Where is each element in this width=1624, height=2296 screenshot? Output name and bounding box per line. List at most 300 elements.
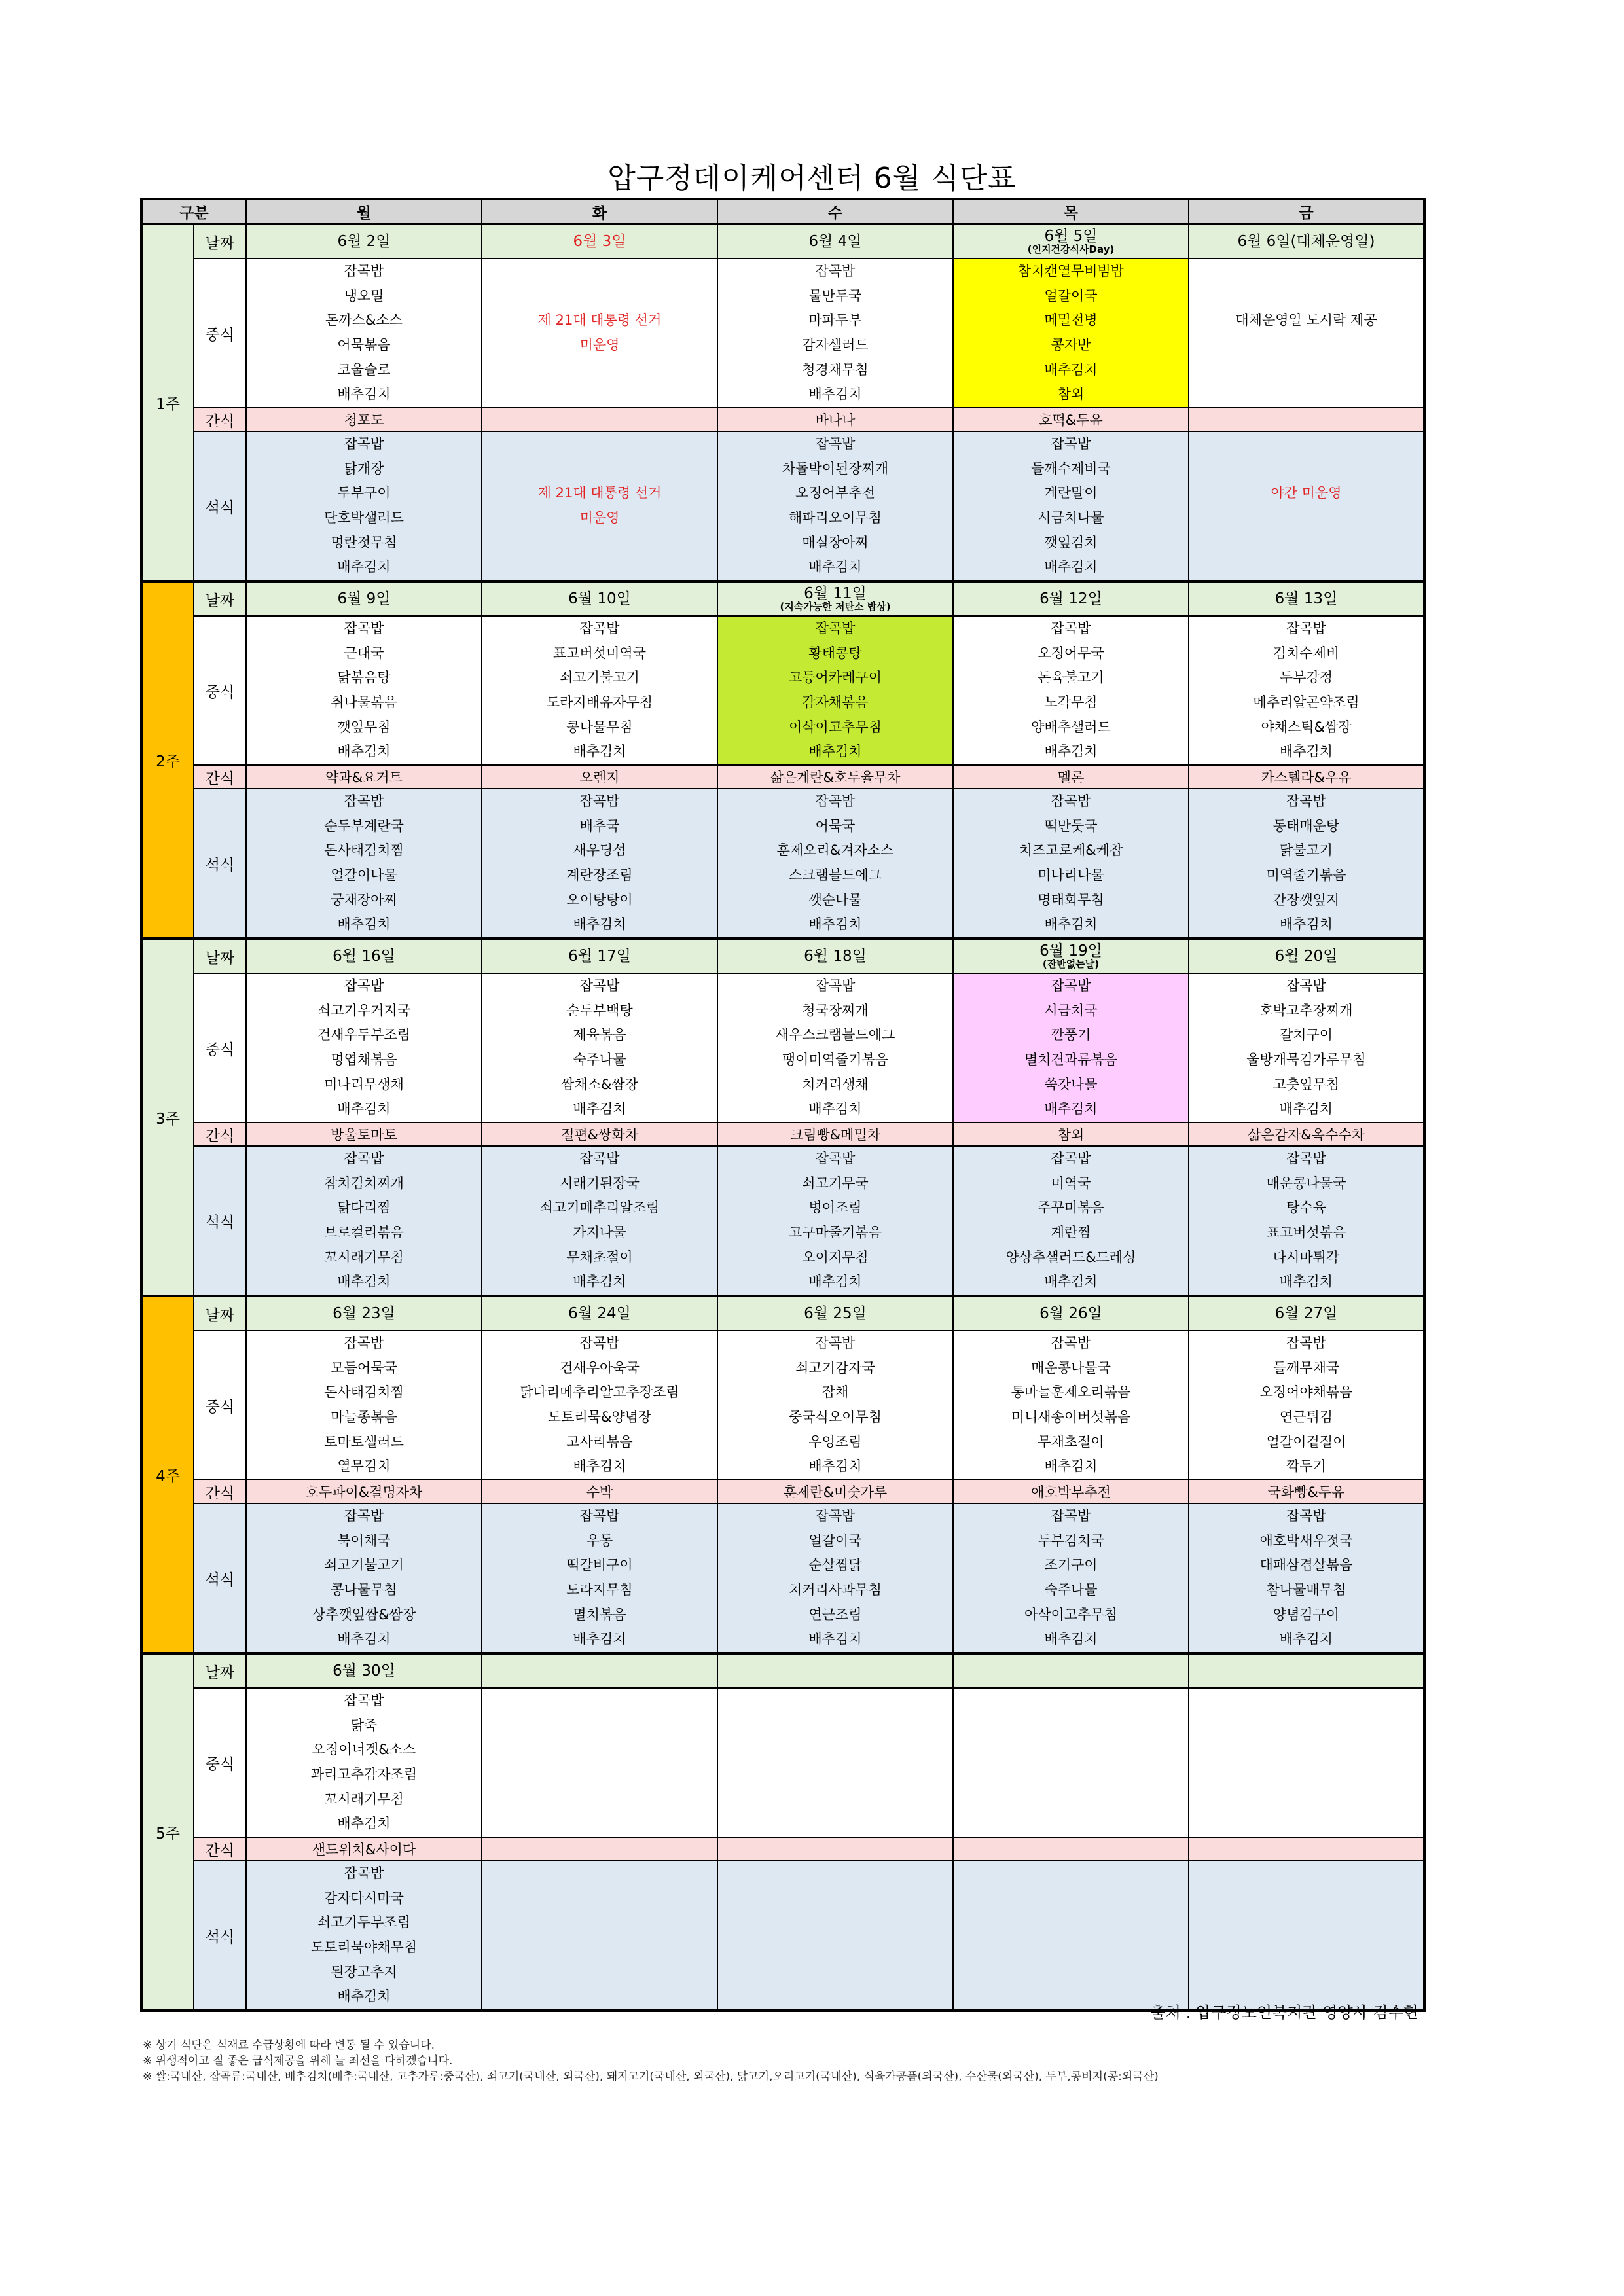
dinner-cell — [1189, 1503, 1424, 1653]
menu-item: 우동 — [586, 1532, 613, 1549]
menu-item: 잡곡밥 — [344, 1508, 384, 1524]
menu-item: 참치캔열무비빔밥 — [1017, 263, 1125, 279]
menu-item: 잡곡밥 — [344, 436, 384, 452]
menu-item: 차돌박이된장찌개 — [782, 460, 889, 476]
menu-item: 숙주나물 — [1044, 1582, 1098, 1598]
date-text: 6월 13일 — [1274, 590, 1338, 607]
date-cell — [246, 581, 482, 616]
date-text: 6월 6일(대체운영일) — [1237, 233, 1375, 250]
dinner-cell — [246, 1503, 482, 1653]
date-text: 6월 23일 — [333, 1305, 395, 1322]
menu-item: 브로컬리볶음 — [324, 1225, 404, 1240]
menu-item: 오징어야채볶음 — [1259, 1384, 1353, 1401]
menu-item: 닭볶음탕 — [337, 670, 391, 686]
dinner-cell — [953, 1503, 1189, 1653]
menu-item: 배추김치 — [808, 559, 862, 575]
date-cell — [717, 581, 953, 616]
menu-item: 잡곡밥 — [815, 1151, 856, 1167]
menu-item: 매실장아찌 — [802, 534, 869, 550]
menu-item: 순두부계란국 — [324, 817, 404, 834]
lunch-cell — [953, 1688, 1189, 1837]
menu-item: 김치수제비 — [1272, 645, 1340, 661]
menu-item: 오이지무침 — [802, 1249, 869, 1265]
date-text: 6월 5일 — [1044, 228, 1098, 245]
dinner-cell — [717, 1503, 953, 1653]
menu-item: 떡만둣국 — [1044, 817, 1098, 834]
menu-item: 잡곡밥 — [815, 1335, 856, 1352]
lunch-cell — [953, 1331, 1189, 1480]
menu-item: 배추김치 — [1044, 361, 1098, 378]
menu-item — [1189, 1689, 1423, 1713]
menu-item: 배추김치 — [1044, 1274, 1098, 1290]
menu-item: 황태콩탕 — [808, 645, 862, 661]
date-text: 6월 2일 — [337, 233, 391, 250]
lunch-cell — [1189, 616, 1424, 765]
menu-item: 명엽채볶음 — [331, 1052, 397, 1067]
lunch-cell — [953, 259, 1189, 408]
menu-item: 잡곡밥 — [815, 263, 856, 279]
menu-item — [954, 1689, 1188, 1713]
menu-item — [1189, 259, 1423, 284]
menu-item: 어묵국 — [815, 817, 856, 834]
date-text: 6월 4일 — [808, 233, 862, 250]
date-row — [141, 224, 1424, 259]
menu-item — [954, 1787, 1188, 1812]
date-row-label: 날짜 — [194, 1296, 246, 1331]
menu-item: 잡곡밥 — [579, 620, 620, 637]
dinner-cell — [482, 1146, 717, 1296]
menu-item — [1189, 284, 1423, 309]
week-label: 5주 — [141, 1653, 194, 2011]
menu-item — [482, 1984, 717, 2009]
menu-item — [718, 1763, 952, 1787]
menu-item — [954, 1861, 1188, 1886]
menu-item: 청국장찌개 — [802, 1002, 869, 1018]
menu-item — [482, 1738, 717, 1763]
snack-row-label: 간식 — [194, 1480, 246, 1503]
menu-item — [1189, 531, 1423, 556]
menu-body — [141, 224, 1424, 2011]
menu-item: 마늘종볶음 — [331, 1409, 397, 1425]
menu-item — [482, 1713, 717, 1738]
lunch-cell — [1189, 973, 1424, 1122]
menu-item: 돈사태김치찜 — [324, 1384, 404, 1401]
menu-item: 잡곡밥 — [815, 620, 856, 637]
lunch-row-label: 중식 — [194, 1688, 246, 1837]
snack-cell: 삶은계란&호두율무차 — [717, 765, 953, 789]
menu-item: 미역국 — [1051, 1175, 1091, 1191]
date-cell — [246, 939, 482, 973]
menu-item: 명란젓무침 — [331, 534, 397, 550]
header-day: 수 — [717, 199, 953, 224]
dinner-row — [141, 1503, 1424, 1653]
menu-item: 꽈리고추감자조림 — [310, 1767, 418, 1782]
menu-item: 배추김치 — [1279, 1274, 1333, 1290]
date-cell — [717, 1296, 953, 1331]
menu-item — [482, 1910, 717, 1935]
menu-item — [718, 1713, 952, 1738]
dinner-cell — [717, 431, 953, 581]
menu-item: 메밀전병 — [1044, 312, 1098, 329]
date-row — [141, 581, 1424, 616]
source-credit: 출처 : 압구정노인복지관 영양사 김수현 — [1150, 2003, 1418, 2022]
menu-item: 시금치나물 — [1038, 510, 1104, 526]
lunch-cell — [482, 1688, 717, 1837]
date-row-label: 날짜 — [194, 1653, 246, 1688]
menu-item: 양배추샐러드 — [1031, 719, 1111, 735]
lunch-cell — [246, 616, 482, 765]
menu-item: 해파리오이무침 — [788, 510, 882, 526]
menu-item: 두부구이 — [337, 485, 391, 501]
menu-item — [482, 457, 717, 482]
menu-item: 마파두부 — [808, 312, 862, 329]
menu-item: 잡곡밥 — [344, 263, 384, 279]
menu-item: 배추김치 — [808, 386, 862, 403]
lunch-row-label: 중식 — [194, 616, 246, 765]
menu-item: 청경채무침 — [802, 361, 869, 378]
menu-item: 잡곡밥 — [344, 978, 384, 994]
menu-item: 배추김치 — [573, 1458, 626, 1475]
dinner-cell — [953, 789, 1189, 939]
lunch-row — [141, 616, 1424, 765]
header-row — [141, 199, 1424, 224]
menu-item: 감자채볶음 — [802, 694, 869, 710]
menu-item: 잡곡밥 — [815, 1508, 856, 1524]
menu-item: 배추김치 — [808, 916, 862, 933]
snack-cell: 카스텔라&우유 — [1189, 765, 1424, 789]
menu-item: 얼갈이국 — [808, 1532, 862, 1549]
menu-item — [482, 1763, 717, 1787]
menu-item: 배추김치 — [808, 1631, 862, 1647]
menu-item — [482, 259, 717, 284]
menu-item: 깻잎무침 — [337, 719, 391, 735]
menu-item — [482, 1787, 717, 1812]
menu-item — [482, 358, 717, 383]
menu-item: 배추김치 — [337, 559, 391, 575]
menu-item: 조기구이 — [1044, 1557, 1098, 1573]
date-row-label: 날짜 — [194, 939, 246, 973]
menu-item: 잡곡밥 — [1286, 1335, 1326, 1352]
snack-cell: 청포도 — [246, 408, 482, 431]
menu-item: 무채초절이 — [1038, 1433, 1104, 1450]
snack-cell: 훈제란&미숫가루 — [717, 1480, 953, 1503]
snack-cell: 샌드위치&사이다 — [246, 1837, 482, 1861]
menu-item: 참치김치찌개 — [324, 1175, 404, 1191]
menu-item — [954, 1960, 1188, 1985]
menu-item: 콩자반 — [1051, 337, 1091, 353]
menu-item: 닭다리메추리알고추장조림 — [520, 1384, 679, 1401]
menu-item: 치즈고로케&케찹 — [1019, 842, 1123, 859]
header-day: 화 — [482, 199, 717, 224]
date-note: (지속가능한 저탄소 밥상) — [780, 601, 891, 613]
snack-row-label: 간식 — [194, 765, 246, 789]
date-cell — [1189, 224, 1424, 259]
menu-item: 배추김치 — [1044, 1631, 1098, 1647]
menu-item: 배추김치 — [337, 1816, 391, 1832]
snack-cell: 절편&쌍화차 — [482, 1122, 717, 1146]
menu-item — [482, 555, 717, 580]
dinner-cell — [953, 431, 1189, 581]
menu-item: 잡곡밥 — [1051, 978, 1091, 994]
date-cell — [482, 939, 717, 973]
menu-item — [482, 1689, 717, 1713]
snack-cell — [482, 408, 717, 431]
dinner-cell — [246, 1861, 482, 2011]
date-cell — [246, 1296, 482, 1331]
snack-cell: 삶은감자&옥수수차 — [1189, 1122, 1424, 1146]
menu-item: 잡곡밥 — [1286, 620, 1326, 637]
dinner-cell — [717, 1146, 953, 1296]
snack-row — [141, 1122, 1424, 1146]
menu-item: 매운콩나물국 — [1031, 1359, 1111, 1376]
lunch-cell — [246, 1688, 482, 1837]
menu-item: 순살찜닭 — [808, 1557, 862, 1573]
note-line: ※ 상기 식단은 식재료 수급상황에 따라 변동 될 수 있습니다. — [143, 2039, 435, 2052]
menu-item: 근대국 — [344, 645, 384, 661]
dinner-row-label: 석식 — [194, 789, 246, 939]
date-text: 6월 20일 — [1274, 948, 1338, 965]
dinner-cell — [1189, 1861, 1424, 2011]
date-text: 6월 18일 — [804, 948, 867, 965]
menu-item: 고등어카레구이 — [788, 670, 882, 686]
menu-item: 열무김치 — [337, 1458, 391, 1475]
menu-item: 탕수육 — [1286, 1200, 1326, 1216]
header-category: 구분 — [141, 199, 246, 224]
menu-item: 배추김치 — [1279, 744, 1333, 760]
menu-item: 배추김치 — [337, 916, 391, 933]
date-cell — [953, 224, 1189, 259]
snack-cell: 호두파이&결명자차 — [246, 1480, 482, 1503]
menu-item: 깐풍기 — [1051, 1027, 1091, 1043]
menu-item: 양념김구이 — [1272, 1606, 1340, 1623]
menu-item: 도라지배유자무침 — [546, 694, 653, 710]
dinner-cell — [717, 1861, 953, 2011]
menu-item: 배추김치 — [1279, 1631, 1333, 1647]
date-row — [141, 1296, 1424, 1331]
snack-row-label: 간식 — [194, 1122, 246, 1146]
date-cell — [1189, 581, 1424, 616]
lunch-cell — [482, 616, 717, 765]
menu-item: 상추깻잎쌈&쌈장 — [312, 1606, 416, 1623]
menu-item: 잡곡밥 — [1051, 436, 1091, 452]
menu-item — [1189, 1812, 1423, 1837]
snack-cell: 크림빵&메밀차 — [717, 1122, 953, 1146]
dinner-cell — [482, 1503, 717, 1653]
lunch-cell — [482, 259, 717, 408]
menu-item: 제 21대 대통령 선거 — [537, 485, 662, 501]
menu-item: 배추김치 — [1044, 744, 1098, 760]
menu-item — [482, 284, 717, 309]
date-cell — [1189, 1296, 1424, 1331]
menu-item: 계란찜 — [1051, 1225, 1091, 1240]
dinner-row-label: 석식 — [194, 1146, 246, 1296]
snack-row — [141, 1480, 1424, 1503]
menu-item — [718, 1886, 952, 1911]
menu-item — [482, 432, 717, 457]
menu-item: 잡곡밥 — [1286, 793, 1326, 810]
menu-item: 쇠고기두부조림 — [317, 1914, 410, 1931]
snack-cell — [953, 1837, 1189, 1861]
snack-cell: 오렌지 — [482, 765, 717, 789]
dinner-row-label: 석식 — [194, 1503, 246, 1653]
date-cell — [482, 1296, 717, 1331]
date-text: 6월 9일 — [337, 590, 391, 607]
menu-item: 대패삼겹살볶음 — [1259, 1557, 1353, 1573]
menu-item: 돈육불고기 — [1038, 670, 1104, 686]
menu-item: 배추김치 — [808, 1458, 862, 1475]
menu-item: 배추김치 — [808, 1274, 862, 1290]
menu-item: 오징어부추전 — [795, 485, 875, 501]
date-cell — [953, 581, 1189, 616]
menu-item: 두부김치국 — [1038, 1532, 1104, 1549]
dinner-cell — [246, 1146, 482, 1296]
menu-item: 잡곡밥 — [1286, 978, 1326, 994]
menu-item: 명태회무침 — [1038, 891, 1104, 908]
menu-item — [954, 1910, 1188, 1935]
menu-item — [954, 1763, 1188, 1787]
menu-item: 병어조림 — [808, 1200, 862, 1216]
date-row — [141, 1653, 1424, 1688]
menu-item: 잡곡밥 — [344, 1151, 384, 1167]
menu-item: 표고버섯미역국 — [552, 645, 646, 661]
lunch-row — [141, 1331, 1424, 1480]
dinner-row — [141, 1861, 1424, 2011]
snack-row — [141, 1837, 1424, 1861]
menu-item: 잡곡밥 — [1286, 1508, 1326, 1524]
date-cell — [1189, 1653, 1424, 1688]
menu-item: 콩나물무침 — [566, 719, 633, 735]
menu-item: 건새우아욱국 — [560, 1359, 640, 1376]
menu-item: 돈까스&소스 — [325, 312, 403, 329]
menu-item — [482, 531, 717, 556]
menu-item: 간장깻잎지 — [1272, 891, 1340, 908]
menu-item: 훈제오리&겨자소스 — [776, 842, 894, 859]
snack-cell: 국화빵&두유 — [1189, 1480, 1424, 1503]
menu-item: 두부강정 — [1279, 670, 1333, 686]
menu-item — [1189, 1886, 1423, 1911]
lunch-cell — [953, 616, 1189, 765]
menu-item: 쇠고기불고기 — [560, 670, 640, 686]
week-label: 2주 — [141, 581, 194, 939]
menu-item: 팽이미역줄기볶음 — [782, 1052, 889, 1067]
menu-item: 야간 미운영 — [1271, 485, 1342, 501]
menu-item: 쇠고기무국 — [802, 1175, 869, 1191]
menu-item: 단호박샐러드 — [324, 510, 404, 526]
date-text: 6월 12일 — [1039, 590, 1102, 607]
lunch-row — [141, 973, 1424, 1122]
menu-item: 깻잎김치 — [1044, 534, 1098, 550]
menu-item — [1189, 432, 1423, 457]
menu-item — [718, 1960, 952, 1985]
menu-item: 잡곡밥 — [815, 436, 856, 452]
menu-item: 꼬시래기무침 — [324, 1791, 404, 1807]
lunch-cell — [717, 616, 953, 765]
menu-item: 잡곡밥 — [1051, 1151, 1091, 1167]
menu-item: 배추김치 — [573, 1101, 626, 1117]
menu-item: 중국식오이무침 — [788, 1409, 882, 1425]
note-line: ※ 위생적이고 질 좋은 급식제공을 위해 늘 최선을 다하겠습니다. — [143, 2054, 453, 2068]
menu-item: 참나물배무침 — [1266, 1582, 1346, 1598]
menu-item: 닭불고기 — [1279, 842, 1333, 859]
dinner-cell — [1189, 1146, 1424, 1296]
menu-item — [1189, 1738, 1423, 1763]
menu-item — [1189, 1713, 1423, 1738]
date-cell — [482, 1653, 717, 1688]
menu-item: 된장고추지 — [331, 1964, 397, 1980]
lunch-cell — [482, 973, 717, 1122]
menu-item: 배추김치 — [337, 386, 391, 403]
week-label: 3주 — [141, 939, 194, 1296]
menu-item — [1189, 1763, 1423, 1787]
menu-item: 물만두국 — [808, 287, 862, 304]
snack-cell — [1189, 408, 1424, 431]
menu-item: 들깨무채국 — [1272, 1359, 1340, 1376]
menu-item — [1189, 358, 1423, 383]
menu-item: 미운영 — [579, 510, 620, 526]
menu-item: 닭개장 — [344, 460, 384, 476]
menu-item — [482, 382, 717, 407]
menu-item: 연근튀김 — [1279, 1409, 1333, 1425]
menu-item: 동태매운탕 — [1272, 817, 1340, 834]
menu-item: 잡곡밥 — [344, 793, 384, 810]
lunch-cell — [246, 1331, 482, 1480]
menu-item: 쇠고기메추리알조림 — [539, 1200, 660, 1216]
snack-cell: 바나나 — [717, 408, 953, 431]
menu-item — [482, 1886, 717, 1911]
menu-item — [718, 1861, 952, 1886]
page-title: 압구정데이케어센터 6월 식단표 — [607, 162, 1017, 195]
menu-item: 잡곡밥 — [1051, 1508, 1091, 1524]
menu-item: 쌈채소&쌈장 — [561, 1076, 638, 1092]
menu-item: 오징어무국 — [1038, 645, 1104, 661]
menu-item: 계란말이 — [1044, 485, 1098, 501]
menu-item — [718, 1910, 952, 1935]
lunch-row-label: 중식 — [194, 973, 246, 1122]
menu-item: 잡곡밥 — [815, 978, 856, 994]
date-text: 6월 26일 — [1039, 1305, 1102, 1322]
menu-item: 배추김치 — [1044, 1101, 1098, 1117]
snack-cell: 멜론 — [953, 765, 1189, 789]
dinner-row — [141, 1146, 1424, 1296]
menu-item: 배추김치 — [808, 744, 862, 760]
menu-item: 멸치볶음 — [573, 1606, 626, 1623]
menu-item: 쇠고기감자국 — [795, 1359, 875, 1376]
menu-item: 감자다시마국 — [324, 1890, 404, 1906]
date-cell — [717, 939, 953, 973]
lunch-cell — [246, 259, 482, 408]
lunch-cell — [1189, 1688, 1424, 1837]
menu-item: 참외 — [1057, 386, 1085, 403]
date-row-label: 날짜 — [194, 224, 246, 259]
menu-item: 다시마튀각 — [1272, 1249, 1340, 1265]
menu-item — [482, 1861, 717, 1886]
menu-item: 메추리알곤약조림 — [1253, 694, 1360, 710]
menu-item: 제 21대 대통령 선거 — [537, 312, 662, 329]
menu-item: 호박고추장찌개 — [1259, 1002, 1353, 1018]
menu-item: 궁채장아찌 — [331, 891, 397, 908]
week-label: 1주 — [141, 224, 194, 581]
menu-item: 배추김치 — [573, 1631, 626, 1647]
menu-item: 잡곡밥 — [344, 1335, 384, 1352]
menu-item — [718, 1984, 952, 2009]
menu-item: 냉오밀 — [344, 287, 384, 304]
menu-item: 스크램블드에그 — [788, 867, 882, 883]
week-label: 4주 — [141, 1296, 194, 1653]
menu-item — [1189, 1935, 1423, 1960]
dinner-row — [141, 789, 1424, 939]
menu-item: 배추김치 — [1279, 1101, 1333, 1117]
menu-item: 고사리볶음 — [566, 1433, 633, 1450]
